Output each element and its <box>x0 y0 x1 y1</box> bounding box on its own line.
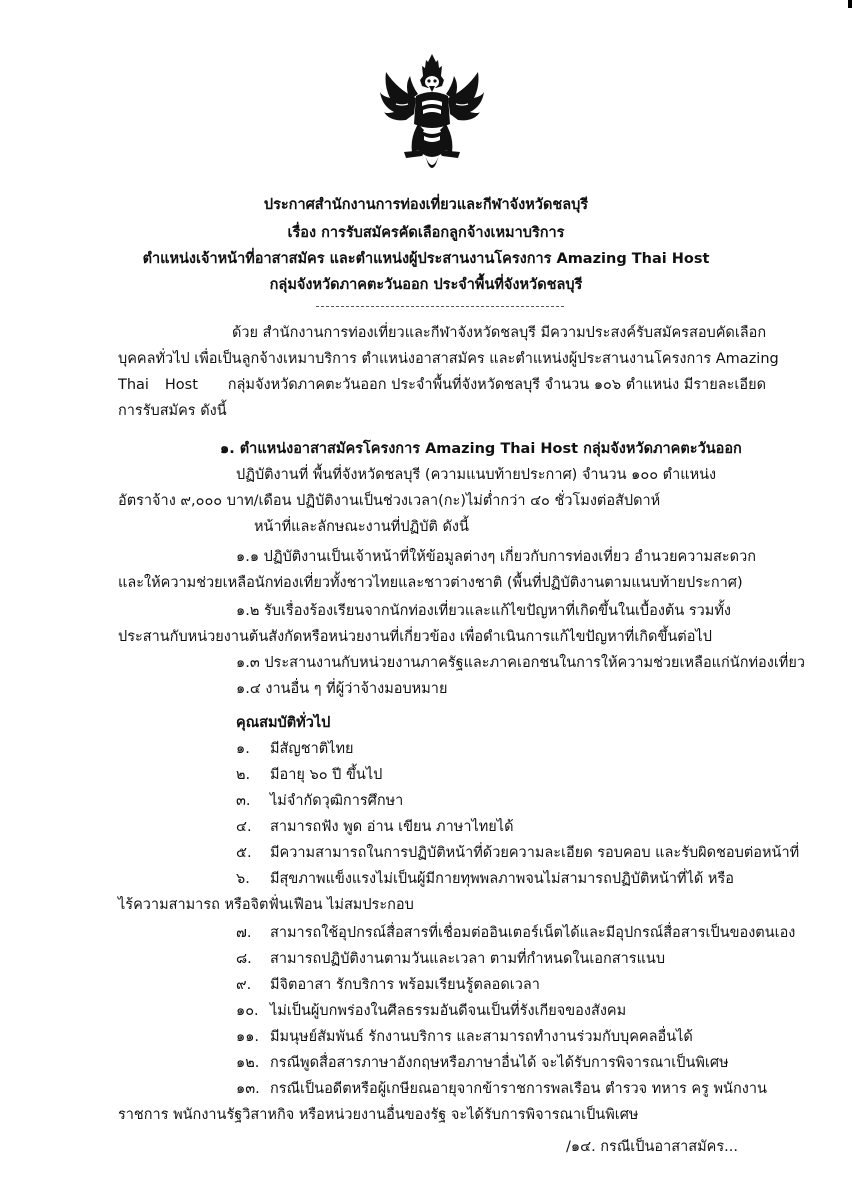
announcement-positions: ตำแหน่งเจ้าหน้าที่อาสาสมัคร และตำแหน่งผู้ประสานงานโครงการ Amazing Thai Host <box>142 251 710 267</box>
qualification-number: ๑๒. <box>236 1055 260 1071</box>
qualification-text: มีสุขภาพแข็งแรงไม่เป็นผู้มีกายทุพพลภาพจนไม่สามารถปฏิบัติหน้าที่ได้ หรือ <box>270 871 734 887</box>
qualification-item <box>236 1026 693 1048</box>
qualification-number: ๓. <box>236 793 251 809</box>
qualification-item <box>236 842 799 864</box>
qualification-item <box>236 1078 767 1100</box>
duty-1-2-line-2: ประสานกับหน่วยงานต้นสังกัดหรือหน่วยงานที่เกี่ยวข้อง เพื่อดำเนินการแก้ไขปัญหาที่เกิดขึ้นต่อไป <box>118 629 712 645</box>
qualification-text: มีความสามารถในการปฏิบัติหน้าที่ด้วยความละเอียด รอบคอบ และรับผิดชอบต่อหน้าที่ <box>270 845 800 861</box>
qualification-text: สามารถฟัง พูด อ่าน เขียน ภาษาไทยได้ <box>270 819 514 835</box>
intro-line-3 <box>118 374 766 396</box>
intro-line-1: ด้วย สำนักงานการท่องเที่ยวและกีฬาจังหวัดชลบุรี มีความประสงค์รับสมัครสอบคัดเลือก <box>232 325 767 341</box>
announcement-title: ประกาศสำนักงานการท่องเที่ยวและกีฬาจังหวัดชลบุรี <box>263 197 589 213</box>
qualification-number: ๔. <box>236 819 252 835</box>
qualification-item <box>236 1000 626 1022</box>
intro-line-3-word-a: Thai <box>118 377 149 393</box>
duty-1-1-line-2: และให้ความช่วยเหลือนักท่องเที่ยวทั้งชาวไทยและชาวต่างชาติ (พื้นที่ปฏิบัติงานตามแนบท้ายประกาศ) <box>118 575 743 591</box>
qualification-item <box>236 738 354 760</box>
qualification-text: สามารถปฏิบัติงานตามวันและเวลา ตามที่กำหนดในเอกสารแนบ <box>270 951 666 967</box>
qualification-item <box>236 974 540 996</box>
qualifications-heading: คุณสมบัติทั่วไป <box>236 715 331 731</box>
qualification-text: กรณีพูดสื่อสารภาษาอังกฤษหรือภาษาอื่นได้ จะได้รับการพิจารณาเป็นพิเศษ <box>270 1055 729 1071</box>
qualification-item <box>236 790 403 812</box>
intro-line-3-word-b: Host <box>164 377 198 393</box>
qualification-number: ๙. <box>236 977 252 993</box>
qualification-item <box>236 764 382 786</box>
qualification-item <box>236 868 734 890</box>
duty-1-1-line-1: ๑.๑ ปฏิบัติงานเป็นเจ้าหน้าที่ให้ข้อมูลต่างๆ เกี่ยวกับการท่องเที่ยว อำนวยความสะดวก <box>236 549 756 565</box>
qualification-text: มีจิตอาสา รักบริการ พร้อมเรียนรู้ตลอดเวลา <box>270 977 540 993</box>
qualification-number: ๒. <box>236 767 251 783</box>
page-continuation-note: /๑๔. กรณีเป็นอาสาสมัคร... <box>566 1139 738 1155</box>
duty-1-3: ๑.๓ ประสานงานกับหน่วยงานภาครัฐและภาคเอกชนในการให้ความช่วยเหลือแก่นักท่องเที่ยว <box>236 655 805 671</box>
section1-duties-heading: หน้าที่และลักษณะงานที่ปฏิบัติ ดังนี้ <box>254 519 469 535</box>
qualification-number: ๖. <box>236 871 250 887</box>
qualification-number: ๕. <box>236 845 252 861</box>
qualification-item <box>236 922 795 944</box>
qualification-item <box>236 948 665 970</box>
qualification-number: ๑. <box>236 741 250 757</box>
qualification-text: มีมนุษย์สัมพันธ์ รักงานบริการ และสามารถทำงานร่วมกับบุคคลอื่นได้ <box>270 1029 693 1045</box>
section1-location: ปฏิบัติงานที่ พื้นที่จังหวัดชลบุรี (ความแนบท้ายประกาศ) จำนวน ๑๐๐ ตำแหน่ง <box>236 467 717 483</box>
qualification-item <box>236 1052 729 1074</box>
qualification-text: ไม่เป็นผู้บกพร่องในศีลธรรมอันดีจนเป็นที่รังเกียจของสังคม <box>270 1003 627 1019</box>
qualification-text: สามารถใช้อุปกรณ์สื่อสารที่เชื่อมต่ออินเตอร์เน็ตได้และมีอุปกรณ์สื่อสารเป็นของตนเอง <box>270 925 796 941</box>
section1-heading: ๑. ตำแหน่งอาสาสมัครโครงการ Amazing Thai Host กลุ่มจังหวัดภาคตะวันออก <box>220 441 742 457</box>
duty-1-4: ๑.๔ งานอื่น ๆ ที่ผู้ว่าจ้างมอบหมาย <box>236 681 448 697</box>
qualification-number: ๑๓. <box>236 1081 260 1097</box>
garuda-emblem-icon <box>376 52 488 180</box>
section1-wage: อัตราจ้าง ๙,๐๐๐ บาท/เดือน ปฏิบัติงานเป็นช่วงเวลา(กะ)ไม่ต่ำกว่า ๔๐ ชั่วโมงต่อสัปดาห์ <box>118 493 661 509</box>
qualification-number: ๑๑. <box>236 1029 260 1045</box>
qualification-number: ๗. <box>236 925 252 941</box>
qualification-continuation: ราชการ พนักงานรัฐวิสาหกิจ หรือหน่วยงานอื่นของรัฐ จะได้รับการพิจารณาเป็นพิเศษ <box>118 1107 639 1123</box>
qualification-continuation: ไร้ความสามารถ หรือจิตฟั่นเฟือน ไม่สมประกอบ <box>118 897 414 913</box>
intro-line-2: บุคคลทั่วไป เพื่อเป็นลูกจ้างเหมาบริการ ตำแหน่งอาสาสมัคร และตำแหน่งผู้ประสานงานโครงการ Amazing <box>118 351 779 367</box>
duty-1-2-line-1: ๑.๒ รับเรื่องร้องเรียนจากนักท่องเที่ยวและแก้ไขปัญหาที่เกิดขึ้นในเบื้องต้น รวมทั้ง <box>236 603 731 619</box>
qualification-item <box>236 816 514 838</box>
qualification-text: มีอายุ ๖๐ ปี ขึ้นไป <box>270 767 383 783</box>
announcement-subject: เรื่อง การรับสมัครคัดเลือกลูกจ้างเหมาบริการ <box>287 225 565 241</box>
qualification-text: มีสัญชาติไทย <box>270 741 354 757</box>
header-divider <box>316 306 564 307</box>
qualification-number: ๑๐. <box>236 1003 259 1019</box>
scan-edge-mark <box>848 0 852 8</box>
qualification-text: กรณีเป็นอดีตหรือผู้เกษียณอายุจากข้าราชการพลเรือน ตำรวจ ทหาร ครู พนักงาน <box>270 1081 767 1097</box>
announcement-area: กลุ่มจังหวัดภาคตะวันออก ประจำพื้นที่จังหวัดชลบุรี <box>269 277 583 293</box>
qualification-text: ไม่จำกัดวุฒิการศึกษา <box>270 793 404 809</box>
intro-line-4: การรับสมัคร ดังนี้ <box>118 403 227 419</box>
intro-line-3-rest: กลุ่มจังหวัดภาคตะวันออก ประจำพื้นที่จังหวัดชลบุรี จำนวน ๑๐๖ ตำแหน่ง มีรายละเอียด <box>227 377 766 393</box>
qualification-number: ๘. <box>236 951 252 967</box>
